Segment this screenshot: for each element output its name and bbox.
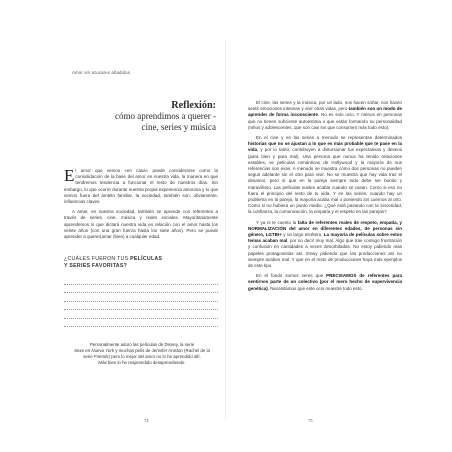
note-line: Más bien lo he reaprendido desaprendiendo.	[98, 360, 186, 365]
bold-run: también son un modo de aprender de forma inconsciente	[248, 106, 402, 118]
answer-line	[64, 293, 218, 302]
paragraph: A amar, en nuestra sociedad, también se aprende con referentes a través de series, cine, música y redes sociales. Mayoritariamente aprendemos lo que dictará nuestra vida en relación con el amor hasta los veinte años (con una gran fuerza hasta los siete años). Pero se puede aprender a querer(amar (bien) a cualquier edad.	[64, 209, 218, 240]
bold-run: falta de referentes reales de respeto, empatía, y NORMALIZACIÓN del amor en diferentes edades, de personas sin género, LGTBI+	[248, 219, 403, 238]
note-italic: Sexo en Nueva York	[74, 348, 115, 353]
bold-run: La mayoría de películas sobre estos temas acaban mal	[248, 232, 402, 244]
author-note	[74, 342, 210, 366]
answer-line	[64, 310, 218, 319]
chapter-title	[64, 100, 216, 133]
right-page	[226, 0, 452, 452]
left-body-text	[64, 168, 218, 244]
text-run: . No es solo ocio. Y menos en personas que no tienen suficiente autoestima o que están formando su personalidad (niños y adolescentes, que son casi los que consumen más todo esto).	[248, 112, 402, 130]
paragraph-text: l amor que vemos «en casa» puede considerarse como la consolidación de la base del amor en nuestra vida, la manera en que tendremos tendencia a funcionar el resto de nuestros días. Sin embargo, lo que ocurre durante nuestra propia experiencia amorosa y lo que vemos fuera del ámbito familiar, la sociedad, también son, obviamente, influencias claves.	[64, 168, 218, 205]
title-line-2: cómo aprendimos a querer -	[115, 111, 216, 121]
text-run: y un largo etcétera.	[281, 232, 324, 238]
text-run: En el fondo somos seres que	[256, 273, 327, 279]
note-italic: Friends	[93, 354, 109, 359]
answer-line	[64, 285, 218, 294]
text-run: . Necesitamos que este ocio muestre todo esto.	[267, 285, 363, 291]
text-run: En el cine y en las series a menudo se representan determinados	[256, 135, 402, 141]
note-text: serie	[83, 354, 94, 359]
bold-run: PRECISAMOS de referentes para sentirnos parte de un colectivo (por el mero hecho de supervivencia genética)	[248, 273, 402, 291]
reflection-question	[64, 256, 218, 270]
text-run: Y ya ni te cuento la	[256, 219, 298, 225]
question-bold: PELÍCULAS	[130, 256, 163, 262]
answer-line	[64, 302, 218, 311]
bold-run: historias que no se ajustan a lo que es más probable que te pase en la vida	[248, 141, 402, 153]
text-run: , por no decir muy mal. Algo que trae consigo frustración y confusión en cantidades a veces desorbitadas. No estoy pidiendo más papeles protagonistas así. Estoy pidiendo que las producciones así no siempre acaben mal. Y que en el resto de producciones haya más ejemplos de este tipo.	[248, 238, 402, 269]
answer-line	[64, 276, 218, 285]
title-line-3: cine, series y música	[141, 122, 216, 132]
title-line-1: Reflexión:	[171, 100, 216, 111]
running-head: Amor sin azucares añadidos	[72, 70, 130, 75]
drop-cap: E	[64, 166, 75, 185]
text-run: El cine, las series y la música, por un lado, nos hacen soñar, nos hacen sentir emociones intensas y vivir otras vidas, pero	[248, 100, 402, 112]
answer-line	[64, 319, 218, 328]
text-run: , y por lo tanto, contribuyen a distorsionar tus expectativas y deseos (para bien y para mal). Una persona que nunca ha tenido relaciones estables, ve películas románticas de Hollywood y la mayoría de sus referencias son esas. A menudo se muestra cómo dos personas no pueden seguir adelante sin el otro para vivir. No se muestra que hay vida tras el desamor, pero sí que en la pareja siempre todo debe ser bonito y maravilloso. Las películas suelen acabar cuando se casan. Como si eso no fuera el principio del resto de tu vida. Y en las series, cuando hay un problema en la pareja, la mayoría acaba mal o poniendo los cuernos al otro. Como si no hubiera un punto medio. ¿Qué está pasando con la sinceridad, la confianza, la comunicación, la empatía y el respeto en las parejas?	[248, 147, 402, 215]
page-number-right: 75	[308, 418, 313, 423]
note-text: ) pero lo mejor del amor no lo he aprendido allí.	[108, 354, 201, 359]
note-line: Personalmente adoro las películas de Disney, la serie	[89, 342, 195, 347]
paragraph	[64, 168, 218, 205]
question-prefix: ¿CUÁLES FUERON TUS	[64, 256, 131, 262]
page-number-left: 74	[144, 418, 149, 423]
question-bold: Y SERIES FAVORITAS?	[64, 263, 128, 269]
note-text: y muchas pelis de Jennifer Aniston (Rachel de la	[114, 348, 210, 353]
answer-lines	[64, 276, 218, 327]
